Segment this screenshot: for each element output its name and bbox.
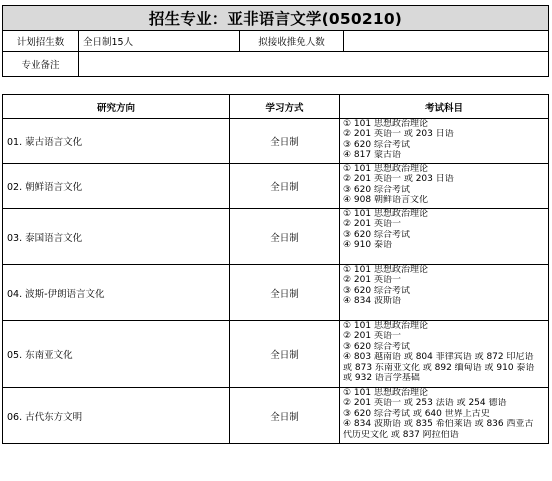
column-header-direction: 研究方向: [3, 95, 230, 119]
subject-line: ① 101 思想政治理论: [343, 388, 428, 398]
subject-line: ④ 834 波斯语 或 835 希伯莱语 或 836 西亚古: [343, 419, 534, 430]
subject-line: ③ 620 综合考试: [343, 229, 410, 240]
subject-line: 代历史文化 或 837 阿拉伯语: [343, 429, 459, 440]
plan-label: 计划招生数: [3, 31, 79, 52]
direction-cell: 06. 古代东方文明: [3, 388, 230, 444]
table-row: [3, 119, 549, 164]
subject-line: ④ 910 泰语: [343, 240, 392, 251]
direction-cell: 02. 朝鲜语言文化: [3, 164, 230, 209]
exempt-label: 拟接收推免人数: [240, 31, 344, 52]
plan-value: 全日制15人: [79, 31, 240, 52]
subject-line: ② 201 英语一: [343, 331, 401, 342]
table-row: [3, 164, 549, 209]
subject-line: ② 201 英语一 或 203 日语: [343, 174, 454, 185]
direction-cell: 05. 东南亚文化: [3, 321, 230, 388]
subject-line: ③ 620 综合考试: [343, 184, 410, 195]
mode-cell: 全日制: [230, 119, 340, 164]
mode-cell: 全日制: [230, 388, 340, 444]
subject-line: ③ 620 综合考试 或 640 世界上古史: [343, 408, 490, 419]
subject-line: ① 101 思想政治理论: [343, 265, 428, 275]
subject-line: ② 201 英语一: [343, 219, 401, 230]
subject-line: ③ 620 综合考试: [343, 139, 410, 150]
table-row: [3, 209, 549, 265]
exempt-value: [344, 31, 549, 52]
mode-cell: 全日制: [230, 209, 340, 265]
column-header-subjects: 考试科目: [340, 95, 549, 119]
subject-line: ① 101 思想政治理论: [343, 209, 428, 219]
subject-line: ② 201 英语一 或 203 日语: [343, 129, 454, 140]
note-label: 专业备注: [3, 52, 79, 77]
note-value: [79, 52, 549, 77]
subject-line: ① 101 思想政治理论: [343, 164, 428, 174]
table-row: [3, 388, 549, 444]
table-row: [3, 321, 549, 388]
subject-line: ④ 908 朝鲜语言文化: [343, 195, 428, 206]
subject-line: ② 201 英语一: [343, 275, 401, 286]
subjects-cell: [340, 164, 549, 209]
subject-line: 或 873 东南亚文化 或 892 缅甸语 或 910 泰语: [343, 362, 535, 373]
mode-cell: 全日制: [230, 265, 340, 321]
subject-line: ② 201 英语一 或 253 法语 或 254 德语: [343, 398, 507, 409]
subjects-cell: [340, 321, 549, 388]
subject-line: 或 932 语言学基础: [343, 372, 420, 383]
table-row: [3, 265, 549, 321]
program-info-table: [2, 5, 549, 77]
subjects-cell: [340, 209, 549, 265]
subject-line: ① 101 思想政治理论: [343, 119, 428, 129]
direction-cell: 01. 蒙古语言文化: [3, 119, 230, 164]
subject-line: ③ 620 综合考试: [343, 341, 410, 352]
subjects-cell: [340, 388, 549, 444]
page-title: 招生专业：亚非语言文学(050210): [3, 6, 549, 31]
subject-line: ④ 803 越南语 或 804 菲律宾语 或 872 印尼语: [343, 352, 534, 363]
mode-cell: 全日制: [230, 321, 340, 388]
research-directions-table: [2, 94, 549, 444]
column-header-mode: 学习方式: [230, 95, 340, 119]
subject-line: ④ 834 波斯语: [343, 296, 401, 307]
subject-line: ① 101 思想政治理论: [343, 321, 428, 331]
mode-cell: 全日制: [230, 164, 340, 209]
direction-cell: 03. 泰国语言文化: [3, 209, 230, 265]
subjects-cell: [340, 119, 549, 164]
subject-line: ③ 620 综合考试: [343, 285, 410, 296]
subjects-cell: [340, 265, 549, 321]
subject-line: ④ 817 蒙古语: [343, 150, 401, 161]
direction-cell: 04. 波斯-伊朗语言文化: [3, 265, 230, 321]
